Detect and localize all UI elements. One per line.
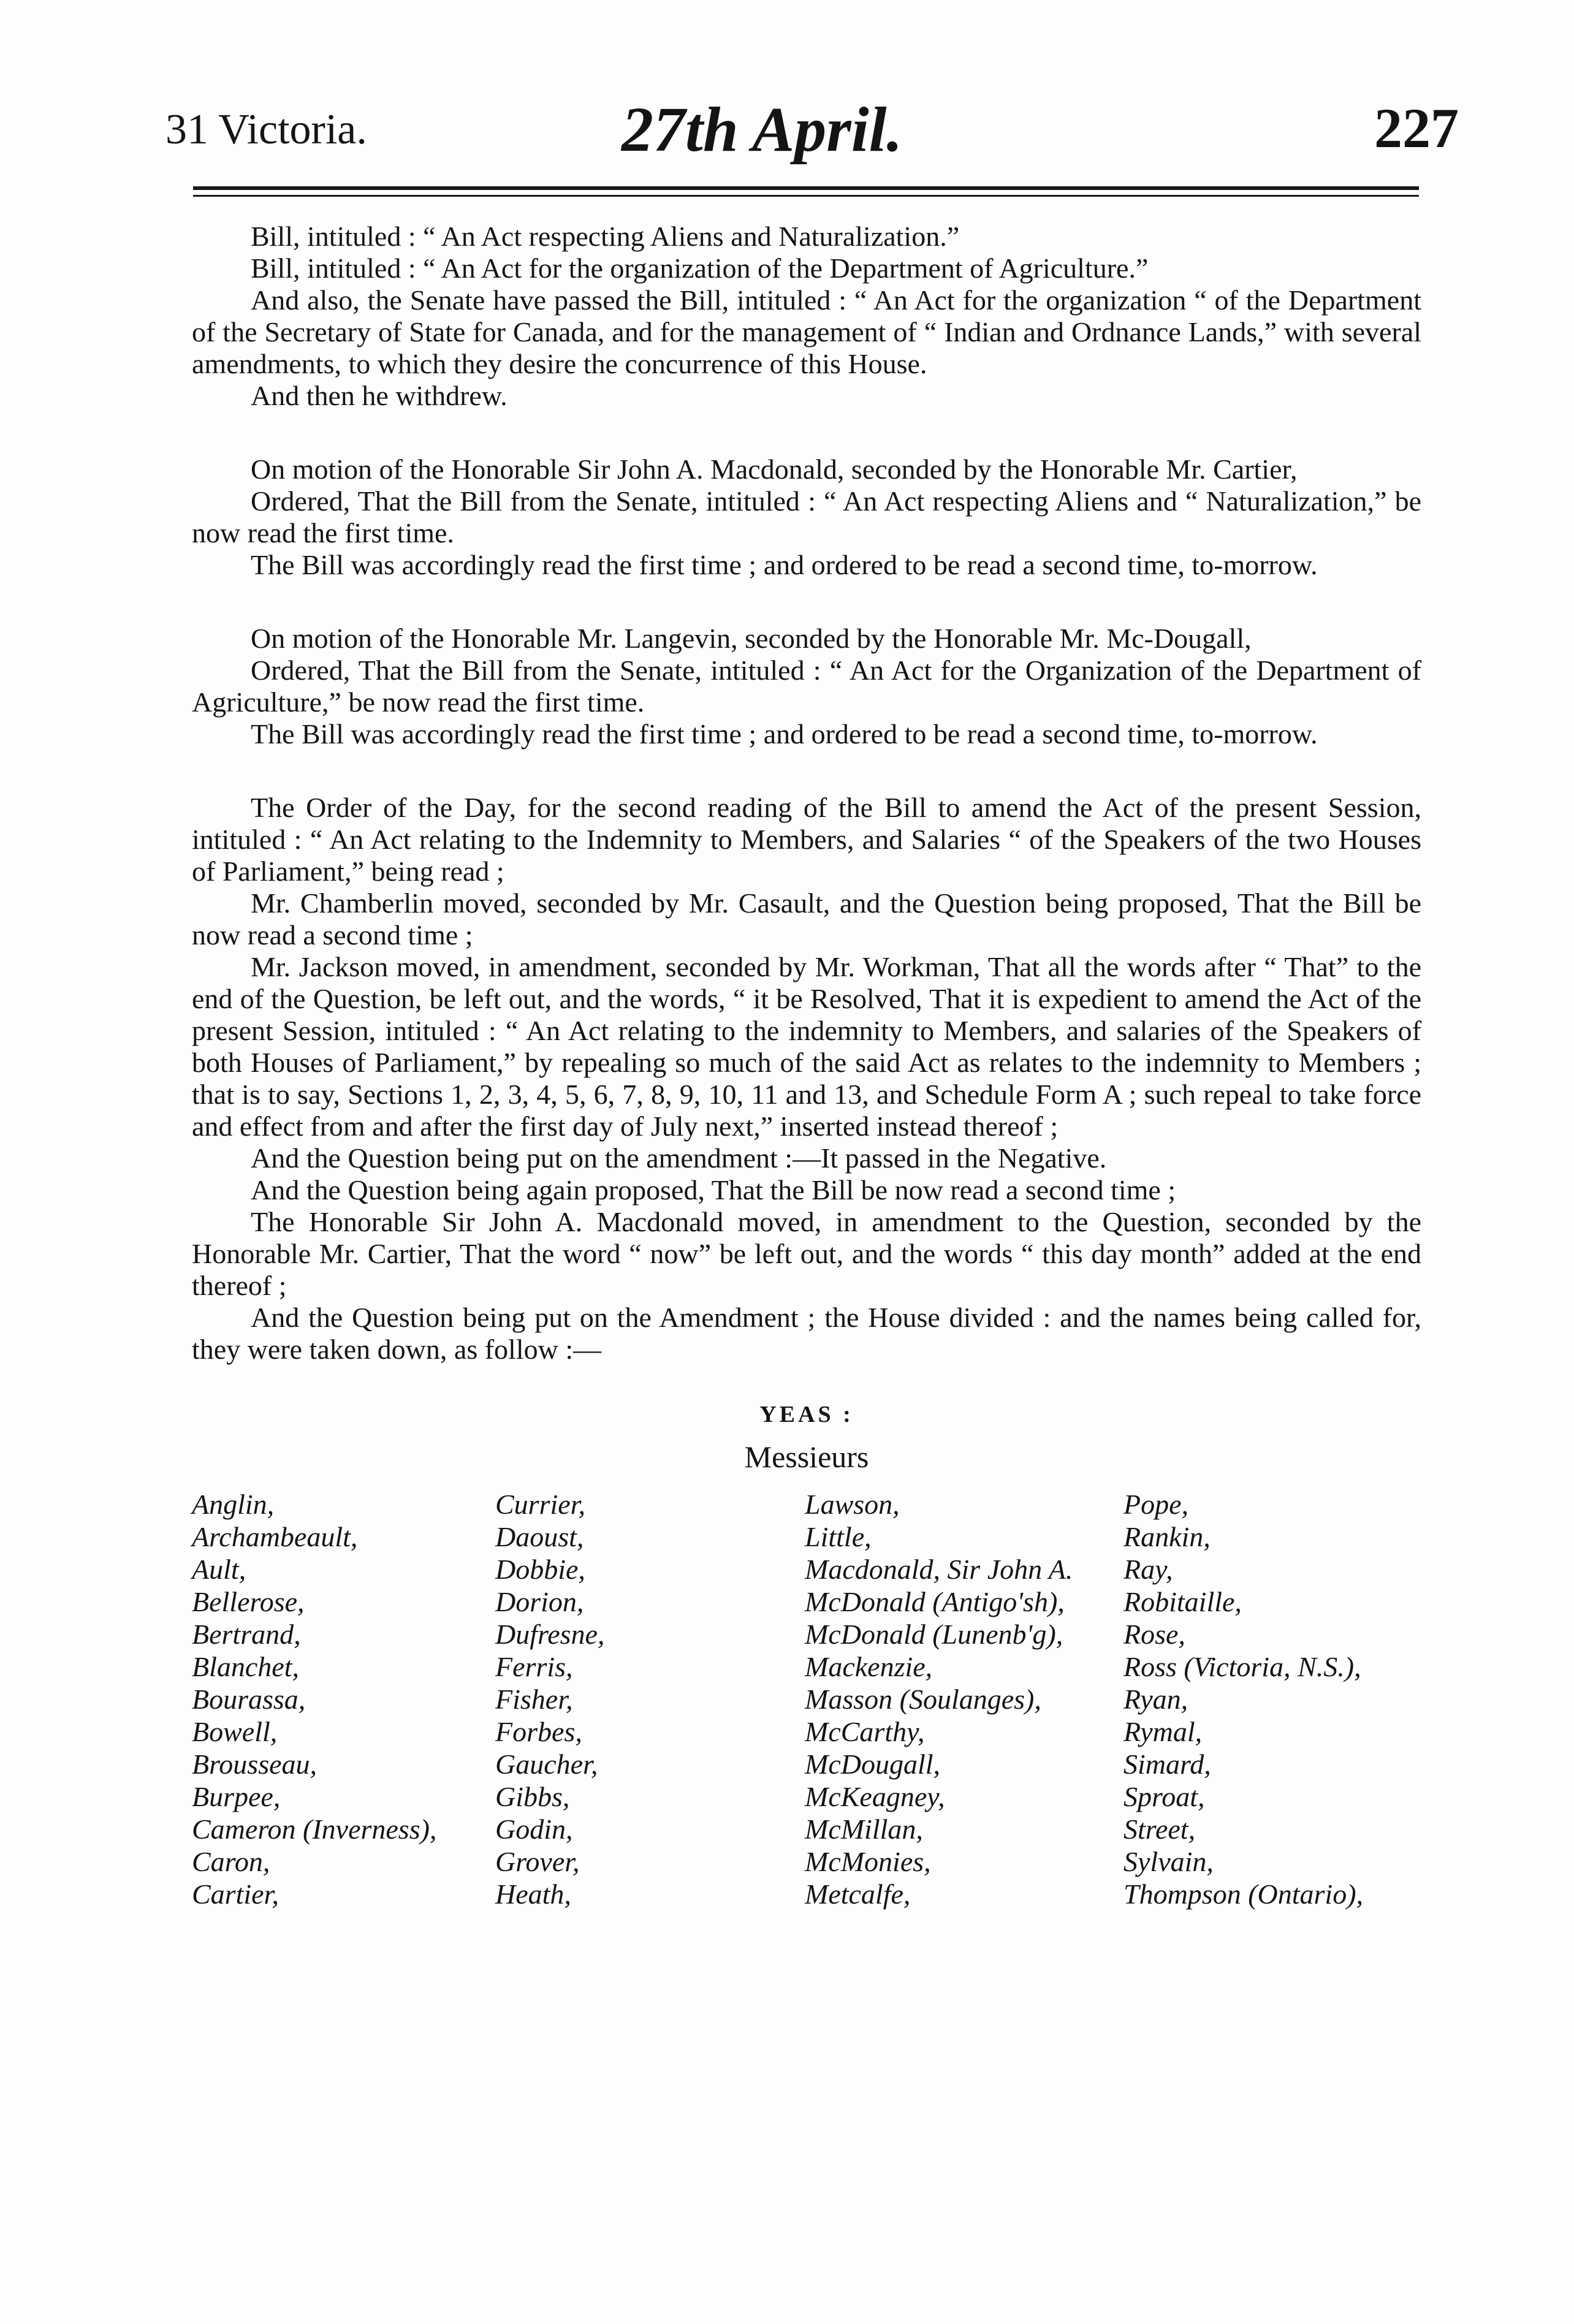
member-name: Anglin,	[192, 1489, 275, 1520]
member-name: Godin,	[495, 1813, 573, 1845]
paragraph: And the Question being again proposed, That the Bill be now read a second time ;	[251, 1174, 1176, 1206]
member-name: Heath,	[495, 1878, 571, 1910]
member-name: Ault,	[192, 1554, 246, 1585]
member-name: Gibbs,	[495, 1781, 570, 1812]
member-name: McDonald (Lunenb'g),	[805, 1619, 1063, 1650]
member-name: Caron,	[192, 1846, 270, 1877]
paragraph: And then he withdrew.	[251, 380, 508, 411]
paragraph: And also, the Senate have passed the Bill, intituled : “ An Act for the organization “ of the Department of the Secretary of State for Canada, and for the management of “ Indian and Ordnance Lands,” with several amendments, to which they desire the concurrence of this House.	[192, 284, 1421, 379]
paragraph: Mr. Chamberlin moved, seconded by Mr. Casault, and the Question being proposed, That the Bill be now read a second time ;	[192, 887, 1421, 951]
paragraph: Ordered, That the Bill from the Senate, intituled : “ An Act respecting Aliens and “ Naturalization,” be now read the first time.	[192, 485, 1421, 549]
paragraph: Bill, intituled : “ An Act respecting Aliens and Naturalization.”	[251, 221, 960, 252]
page-number: 227	[1374, 97, 1459, 159]
paragraph: The Honorable Sir John A. Macdonald moved, in amendment to the Question, seconded by the Honorable Mr. Cartier, That the word “ now” be left out, and the words “ this day month” added at the end thereof ;	[192, 1206, 1421, 1301]
member-name: McDonald (Antigo'sh),	[805, 1586, 1065, 1617]
member-name: Metcalfe,	[805, 1878, 911, 1910]
member-name: McDougall,	[805, 1749, 941, 1780]
yeas-column-1	[192, 1488, 495, 1910]
paragraph: The Bill was accordingly read the first time ; and ordered to be read a second time, to-morrow.	[251, 549, 1318, 580]
member-name: Rymal,	[1123, 1716, 1203, 1747]
member-name: Street,	[1123, 1813, 1196, 1845]
member-name: Currier,	[495, 1489, 585, 1520]
member-name: Masson (Soulanges),	[805, 1684, 1041, 1715]
messieurs-heading: Messieurs	[744, 1440, 869, 1474]
member-name: Gaucher,	[495, 1749, 598, 1780]
running-header-left: 31 Victoria.	[165, 106, 367, 153]
paragraph: And the Question being put on the amendment :—It passed in the Negative.	[251, 1142, 1107, 1174]
member-name: Archambeault,	[192, 1521, 358, 1552]
member-name: Little,	[805, 1521, 872, 1552]
journal-body	[192, 221, 1421, 1910]
member-name: McCarthy,	[805, 1716, 925, 1747]
member-name: Cartier,	[192, 1878, 279, 1910]
member-name: Forbes,	[495, 1716, 582, 1747]
member-name: Macdonald, Sir John A.	[805, 1554, 1073, 1585]
member-name: Dobbie,	[495, 1554, 585, 1585]
member-name: Bertrand,	[192, 1619, 301, 1650]
header-rule-thick	[193, 186, 1419, 190]
running-header-date: 27th April.	[622, 94, 903, 165]
paragraph: Ordered, That the Bill from the Senate, intituled : “ An Act for the Organization of the Department of Agriculture,” be now read the first time.	[192, 655, 1421, 718]
member-name: Lawson,	[805, 1489, 900, 1520]
member-name: Pope,	[1123, 1489, 1189, 1520]
member-name: Thompson (Ontario),	[1123, 1878, 1364, 1910]
yeas-heading: YEAS :	[759, 1402, 854, 1427]
yeas-column-2	[495, 1488, 805, 1910]
member-name: Bellerose,	[192, 1586, 305, 1617]
member-name: McMonies,	[805, 1846, 931, 1877]
member-name: Daoust,	[495, 1521, 584, 1552]
member-name: Robitaille,	[1123, 1586, 1242, 1617]
member-name: Rose,	[1123, 1619, 1185, 1650]
member-name: Blanchet,	[192, 1651, 299, 1682]
member-name: Ryan,	[1123, 1684, 1188, 1715]
member-name: Sylvain,	[1123, 1846, 1214, 1877]
member-name: Dorion,	[495, 1586, 584, 1617]
paragraph: And the Question being put on the Amendment ; the House divided : and the names being called for, they were taken down, as follow :—	[192, 1302, 1421, 1365]
member-name: Ray,	[1123, 1554, 1173, 1585]
paragraph: On motion of the Honorable Sir John A. Macdonald, seconded by the Honorable Mr. Cartier,	[251, 454, 1298, 485]
member-name: Sproat,	[1123, 1781, 1205, 1812]
member-name: Bowell,	[192, 1716, 278, 1747]
member-name: McMillan,	[805, 1813, 923, 1845]
member-name: Ferris,	[495, 1651, 573, 1682]
member-name: Ross (Victoria, N.S.),	[1123, 1651, 1361, 1682]
member-name: Mackenzie,	[805, 1651, 933, 1682]
member-name: Fisher,	[495, 1684, 573, 1715]
yeas-column-4	[1123, 1488, 1442, 1910]
member-name: Brousseau,	[192, 1749, 317, 1780]
member-name: Cameron (Inverness),	[192, 1813, 437, 1845]
member-name: Bourassa,	[192, 1684, 306, 1715]
paragraph: Mr. Jackson moved, in amendment, seconded by Mr. Workman, That all the words after “ That” to the end of the Question, be left out, and the words, “ it be Resolved, That it is expedient to amend the Act of the present Session, intituled : “ An Act relating to the indemnity to Members, and salaries of the Speakers of both Houses of Parliament,” by repealing so much of the said Act as relates to the indemnity to Members ; that is to say, Sections 1, 2, 3, 4, 5, 6, 7, 8, 9, 10, 11 and 13, and Schedule Form A ; such repeal to take force and effect from and after the first day of July next,” inserted instead thereof ;	[192, 951, 1421, 1142]
member-name: Grover,	[495, 1846, 580, 1877]
header-rule-thin	[193, 195, 1419, 197]
member-name: Simard,	[1123, 1749, 1211, 1780]
member-name: Dufresne,	[495, 1619, 605, 1650]
member-name: Burpee,	[192, 1781, 281, 1812]
member-name: McKeagney,	[805, 1781, 945, 1812]
member-name: Rankin,	[1123, 1521, 1211, 1552]
paragraph: Bill, intituled : “ An Act for the organization of the Department of Agriculture.”	[251, 253, 1149, 284]
paragraph: On motion of the Honorable Mr. Langevin, seconded by the Honorable Mr. Mc-Dougall,	[251, 623, 1252, 654]
paragraph: The Bill was accordingly read the first time ; and ordered to be read a second time, to-morrow.	[251, 718, 1318, 750]
paragraph: The Order of the Day, for the second reading of the Bill to amend the Act of the present Session, intituled : “ An Act relating to the Indemnity to Members, and Salaries “ of the Speakers of the two Houses of Parliament,” being read ;	[192, 792, 1421, 887]
yeas-column-3	[805, 1488, 1123, 1910]
yeas-name-columns	[192, 1488, 1442, 1910]
